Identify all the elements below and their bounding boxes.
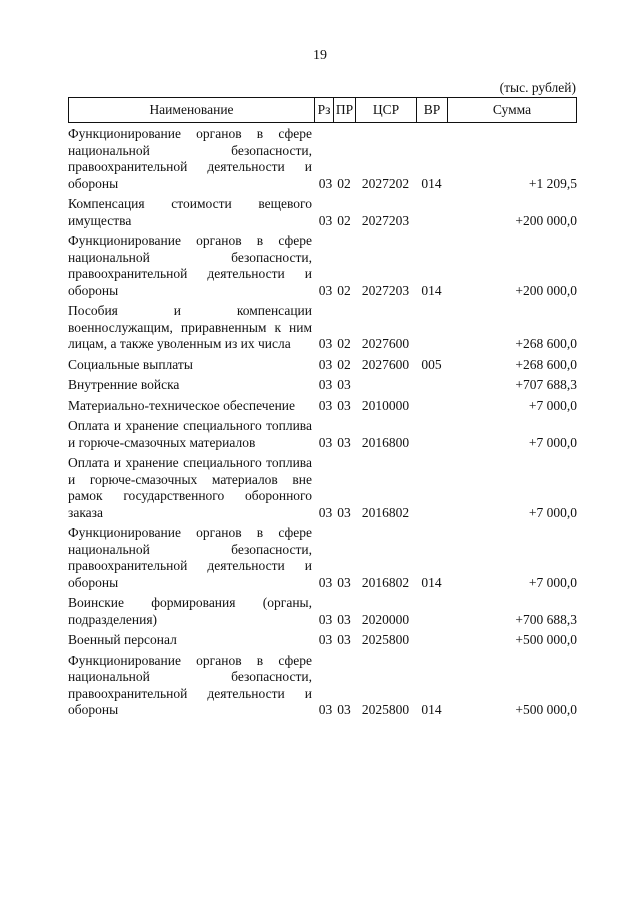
table-row [68, 377, 577, 394]
row-name: Воинские формирования (органы, подразделения) [68, 595, 312, 627]
table-row [68, 418, 577, 451]
header-csr: ЦСР [356, 98, 417, 122]
row-csr: 2027202 [361, 175, 410, 191]
table-row [68, 595, 577, 628]
row-rz: 03 [318, 356, 333, 372]
row-pr: 02 [337, 356, 351, 372]
table-row [68, 196, 577, 229]
row-csr: 2027600 [361, 356, 410, 372]
row-name: Внутренние войска [68, 377, 180, 392]
units-label: (тыс. рублей) [499, 80, 576, 95]
row-csr: 2016802 [361, 574, 410, 590]
row-pr: 03 [337, 377, 351, 392]
row-pr: 03 [337, 611, 351, 627]
row-pr: 02 [337, 212, 351, 228]
row-name: Функционирование органов в сфере национальной безопасности, правоохранительной деятельности и обороны [68, 652, 312, 717]
table-row [68, 357, 577, 374]
row-pr: 03 [337, 434, 351, 450]
row-rz: 03 [318, 377, 333, 392]
table-row [68, 126, 577, 192]
row-csr: 2025800 [361, 632, 410, 647]
row-name: Функционирование органов в сфере национальной безопасности, правоохранительной деятельности и обороны [68, 525, 312, 590]
header-rz: Рз [315, 98, 334, 122]
row-csr: 2010000 [361, 397, 410, 413]
row-csr: 2027203 [361, 212, 410, 228]
row-rz: 03 [318, 702, 333, 717]
row-pr: 03 [337, 632, 351, 647]
row-csr: 2027600 [361, 336, 410, 351]
page-number: 19 [313, 48, 327, 63]
table-header [68, 97, 577, 123]
row-rz: 03 [318, 504, 333, 520]
row-rz: 03 [318, 175, 333, 191]
row-name: Компенсация стоимости вещевого имущества [68, 196, 312, 228]
row-pr: 03 [337, 702, 351, 717]
row-name: Материально-техническое обеспечение [68, 397, 296, 413]
row-pr: 03 [337, 504, 351, 520]
row-vr: 014 [421, 574, 442, 590]
row-rz: 03 [318, 632, 333, 647]
table-row [68, 525, 577, 591]
header-name: Наименование [69, 98, 315, 122]
row-csr: 2025800 [361, 702, 410, 717]
row-csr: 2016800 [361, 434, 410, 450]
row-sum: +7 000,0 [528, 434, 577, 450]
row-sum: +7 000,0 [528, 397, 577, 413]
table-row [68, 398, 577, 415]
row-sum: +707 688,3 [515, 377, 577, 392]
row-pr: 03 [337, 574, 351, 590]
row-sum: +500 000,0 [515, 632, 577, 647]
row-name: Оплата и хранение специального топлива и горюче-смазочных материалов [68, 418, 312, 450]
row-sum: +200 000,0 [515, 282, 577, 298]
row-pr: 02 [337, 175, 351, 191]
row-rz: 03 [318, 282, 333, 298]
table-row [68, 455, 577, 521]
row-sum: +268 600,0 [515, 356, 577, 372]
row-sum: +7 000,0 [528, 504, 577, 520]
table-row [68, 653, 577, 719]
row-rz: 03 [318, 212, 333, 228]
row-pr: 02 [337, 282, 351, 298]
table-row [68, 632, 577, 649]
row-rz: 03 [318, 574, 333, 590]
row-sum: +700 688,3 [515, 611, 577, 627]
row-sum: +7 000,0 [528, 574, 577, 590]
row-pr: 03 [337, 397, 351, 413]
row-name: Социальные выплаты [68, 356, 193, 372]
row-rz: 03 [318, 336, 333, 351]
row-name: Функционирование органов в сфере национальной безопасности, правоохранительной деятельности и обороны [68, 233, 312, 298]
row-vr: 005 [421, 356, 442, 372]
row-rz: 03 [318, 397, 333, 413]
row-name: Пособия и компенсации военнослужащим, приравненным к ним лицам, а также уволенным из их числа [68, 303, 312, 351]
header-pr: ПР [334, 98, 356, 122]
row-csr: 2016802 [361, 504, 410, 520]
row-pr: 02 [337, 336, 351, 351]
table-row [68, 233, 577, 299]
row-vr: 014 [421, 282, 442, 298]
row-csr: 2020000 [361, 611, 410, 627]
row-sum: +200 000,0 [515, 212, 577, 228]
row-rz: 03 [318, 434, 333, 450]
row-rz: 03 [318, 611, 333, 627]
header-vr: ВР [417, 98, 448, 122]
row-vr: 014 [421, 175, 442, 191]
row-vr: 014 [421, 702, 442, 717]
row-sum: +500 000,0 [515, 702, 577, 717]
row-name: Функционирование органов в сфере национальной безопасности, правоохранительной деятельности и обороны [68, 126, 312, 191]
row-name: Военный персонал [68, 632, 177, 647]
row-sum: +268 600,0 [515, 336, 577, 351]
header-sum: Сумма [492, 101, 532, 117]
budget-table [68, 97, 577, 723]
row-sum: +1 209,5 [528, 175, 577, 191]
row-name: Оплата и хранение специального топлива и горюче-смазочных материалов вне рамок государственного оборонного заказа [68, 455, 312, 520]
table-row [68, 303, 577, 353]
table-body [68, 126, 577, 719]
row-csr: 2027203 [361, 282, 410, 298]
